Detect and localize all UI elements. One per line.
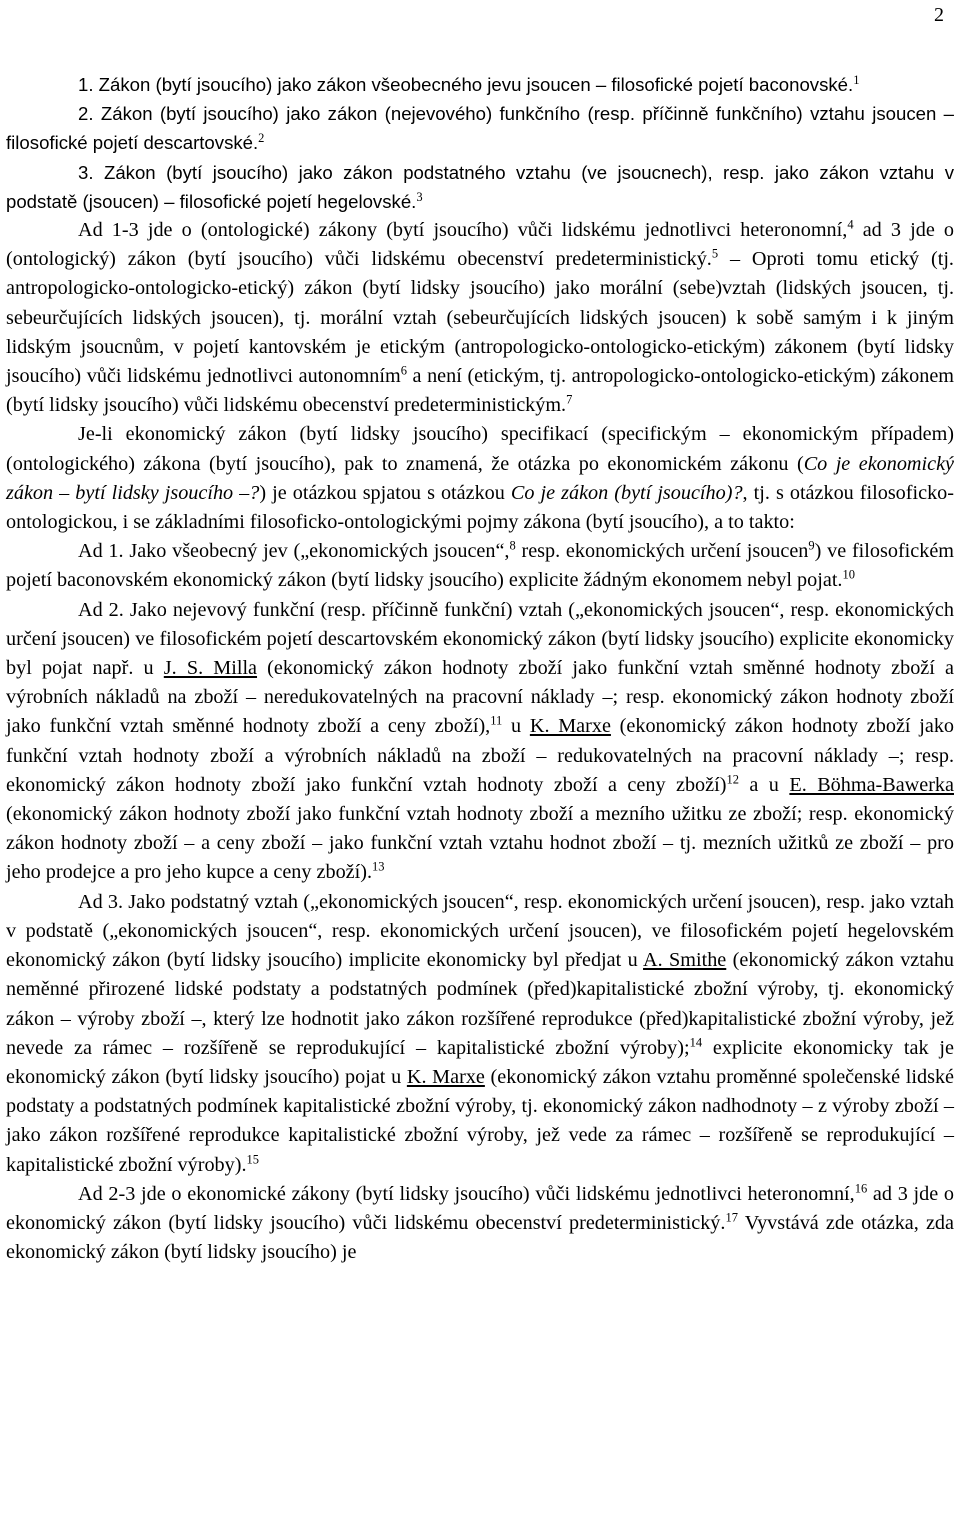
text-run: ) ve filosofickém pojetí baconovském ekonomický zákon (bytí lidsky jsoucího) explicite žádným ekonomem nebyl pojat. xyxy=(6,540,954,592)
footnote-ref: 9 xyxy=(808,538,815,553)
text-run: (ekonomický zákon hodnoty zboží jako funkční vztah hodnoty zboží a výrobních nákladů na zboží – redukovatelných na pracovní náklady –; resp. ekonomický zákon hodnoty zboží jako funkční vztah hodnoty zboží a ceny zboží) xyxy=(6,715,955,796)
footnote-ref: 6 xyxy=(400,363,407,378)
footnote-ref: 10 xyxy=(842,567,855,582)
text-run: u xyxy=(502,715,530,738)
author-name: K. Marxe xyxy=(529,715,611,738)
italic-text: Co je ekonomický zákon – bytí lidsky jsoucího –? xyxy=(6,452,954,504)
footnote-ref: 4 xyxy=(847,217,854,232)
text-run: Ad 1-3 jde o (ontologické) zákony (bytí jsoucího) vůči lidskému jednotlivci heteronomní, xyxy=(78,219,848,242)
text-run: (ekonomický zákon hodnoty zboží jako funkční vztah směnné hodnoty zboží a výrobních nákladů na zboží – neredukovatelných na pracovní náklady –; resp. ekonomický zákon hodnoty zboží jako funkční vztah směnné hodnoty zboží a ceny zboží), xyxy=(6,657,954,738)
footnote-ref: 11 xyxy=(490,713,503,728)
text-run: , tj. s otázkou filosoficko-ontologickou, i se základními filosoficko-ontologickými pojmy zákona (bytí jsoucího), a to takto: xyxy=(6,481,954,534)
author-name: J. S. Milla xyxy=(163,657,258,680)
footnote-ref: 13 xyxy=(372,859,385,874)
footnote-ref: 15 xyxy=(246,1151,259,1166)
text-run: 1. Zákon (bytí jsoucího) jako zákon všeobecného jevu jsoucen – filosofické pojetí baconovské. xyxy=(78,74,854,95)
footnote-ref: 12 xyxy=(726,772,739,787)
text-run: a u xyxy=(738,773,790,796)
author-name: K. Marxe xyxy=(406,1065,485,1088)
text-run: – Oproti tomu etický (tj. antropologicko-ontologicko-etický) zákon (bytí lidsky jsoucího) jako morální (sebe)vztah (lidských jsoucen, tj. sebeurčujících lidských jsoucen), tj. morální vztah (sebeurčujících lidských jsoucen) k sobě samým i k jiným lidským jsoucnům, v pojetí kantovském je etickým (antropologicko-ontologicko-etickým) zákonem (bytí lidsky jsoucího) vůči lidskému jednotlivci autonomním xyxy=(6,248,954,388)
footnote-ref: 16 xyxy=(854,1180,868,1195)
author-name: A. Smithe xyxy=(643,949,727,972)
text-run: 2. Zákon (bytí jsoucího) jako zákon (nejevového) funkčního (resp. příčinně funkčního) vztahu jsoucen – filosofické pojetí descartovské. xyxy=(6,103,954,154)
footnote-ref: 1 xyxy=(853,72,860,87)
paragraph xyxy=(6,596,954,888)
list-item xyxy=(6,99,954,157)
footnote-ref: 8 xyxy=(509,538,516,553)
text-run: Ad 3. Jako podstatný vztah („ekonomických jsoucen“, resp. ekonomických určení jsoucen), resp. jako vztah v podstatě („ekonomických jsoucen“, resp. ekonomických určení jsoucen), ve filosofickém pojetí hegelovském ekonomický zákon (bytí lidsky jsoucího) implicite ekonomicky byl předjat u xyxy=(6,890,954,972)
text-run: ad 3 jde o ekonomický zákon (bytí lidsky jsoucího) vůči lidskému obecenství predeterministický. xyxy=(6,1182,954,1234)
text-run: explicite ekonomicky tak je ekonomický zákon (bytí lidsky jsoucího) pojat u xyxy=(6,1036,954,1088)
paragraph xyxy=(6,537,954,595)
italic-text: Co je zákon (bytí jsoucího)? xyxy=(510,481,743,504)
footnote-ref: 5 xyxy=(711,246,719,261)
page-number: 2 xyxy=(934,4,944,26)
footnote-ref: 7 xyxy=(566,392,573,407)
footnote-ref: 14 xyxy=(689,1034,703,1049)
paragraph xyxy=(6,216,954,420)
text-run: (ekonomický zákon hodnoty zboží jako funkční vztah hodnoty zboží a mezního užitku ze zboží; resp. ekonomický zákon hodnoty zboží – a ceny zboží – jako funkční vztah vztahu hodnot zboží – tj. mezních užitků ze zboží – pro jeho prodejce a pro jeho kupce a ceny zboží). xyxy=(6,803,954,884)
text-run: a není (etickým, tj. antropologicko-ontologicko-etickým) zákonem (bytí lidsky jsoucího) vůči lidskému obecenství predeterministickým. xyxy=(6,365,955,417)
text-run: Ad 2. Jako nejevový funkční (resp. příčinně funkční) vztah („ekonomických jsoucen“, resp. ekonomických určení jsoucen) ve filosofickém pojetí descartovském ekonomický zákon (bytí lidsky jsoucího) explicite ekonomicky byl pojat např. u xyxy=(6,598,954,680)
text-run: Vyvstává zde otázka, zda ekonomický zákon (bytí lidsky jsoucího) je xyxy=(6,1211,954,1264)
text-run: Ad 1. Jako všeobecný jev („ekonomických jsoucen“, xyxy=(78,540,510,563)
text-run: ) je otázkou spjatou s otázkou xyxy=(259,481,511,504)
text-run: (ekonomický zákon vztahu proměnné společenské lidské podstaty a podstatných podmínek kapitalistické zbožní výroby, tj. ekonomický zákon nadhodnoty – z výroby zboží – jako zákon rozšířené reprodukce kapitalistické zbožní výroby, jež vede za rámec – rozšířeně se reprodukující – kapitalistické zbožní výroby). xyxy=(6,1065,954,1176)
text-run: Je-li ekonomický zákon (bytí lidsky jsoucího) specifikací (specifickým – ekonomickým případem) (ontologického) zákona (bytí jsoucího), pak to znamená, že otázka po ekonomickém zákonu ( xyxy=(6,423,954,475)
text-run: 3. Zákon (bytí jsoucího) jako zákon podstatného vztahu (ve jsoucnech), resp. jako zákon vztahu v podstatě (jsoucen) – filosofické pojetí hegelovské. xyxy=(6,161,954,212)
list-item xyxy=(6,158,954,216)
text-run: (ekonomický zákon vztahu neměnné přirozené lidské podstaty a podstatných podmínek (před)kapitalistické zbožní výroby, tj. ekonomický zákon – výroby zboží –, který lze hodnotit jako zákon rozšířené reprodukce (před)kapitalistické zbožní výroby, jež nevede za rámec – rozšířeně se reprodukující – kapitalistické zbožní výroby); xyxy=(6,949,955,1059)
text-run: Ad 2-3 jde o ekonomické zákony (bytí lidsky jsoucího) vůči lidskému jednotlivci heteronomní, xyxy=(78,1182,855,1205)
author-name: E. Böhma-Bawerka xyxy=(789,773,954,796)
paragraph xyxy=(6,1180,954,1268)
footnote-ref: 2 xyxy=(258,131,265,146)
document-body xyxy=(6,70,954,1267)
text-run: resp. ekonomických určení jsoucen xyxy=(515,540,809,563)
text-run: ad 3 jde o (ontologický) zákon (bytí jsoucího) vůči lidskému obecenství predeterministický. xyxy=(6,219,954,271)
list-item xyxy=(6,70,954,99)
paragraph xyxy=(6,420,954,537)
footnote-ref: 3 xyxy=(416,189,423,204)
footnote-ref: 17 xyxy=(725,1210,738,1225)
paragraph xyxy=(6,888,954,1180)
